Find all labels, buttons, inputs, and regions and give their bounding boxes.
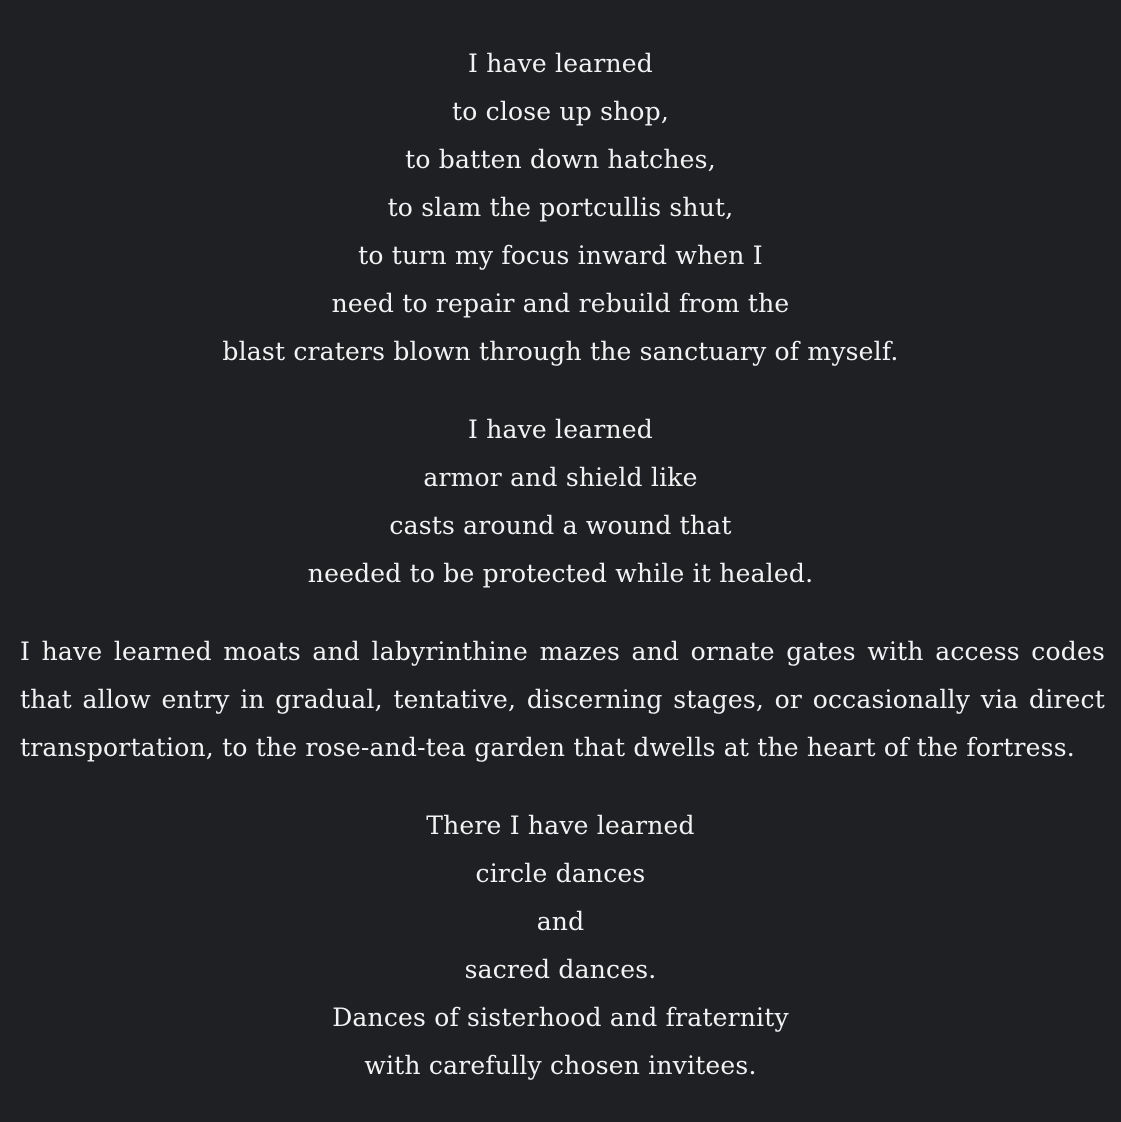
poem-line: circle dances (475, 859, 646, 888)
poem-line: armor and shield like (423, 463, 698, 492)
poem-line: need to repair and rebuild from the (331, 289, 790, 318)
poem-line: with carefully chosen invitees. (364, 1051, 757, 1080)
poem-line: I have learned (467, 49, 654, 78)
poem-line: and (536, 907, 585, 936)
poem-line: There I have learned (426, 811, 695, 840)
stanza-1 (0, 40, 1121, 376)
stanza-3 (20, 628, 1105, 772)
poem-line: blast craters blown through the sanctuary of myself. (222, 337, 899, 366)
poem-line: to turn my focus inward when I (358, 241, 763, 270)
poem-line: transportation, to the rose-and-tea garden that dwells at the heart of the fortress. (20, 733, 1075, 762)
poem-line: sacred dances. (464, 955, 657, 984)
poem-line: casts around a wound that (389, 511, 732, 540)
stanza-4 (0, 802, 1121, 1090)
poem-line: to batten down hatches, (405, 145, 716, 174)
poem-line: to close up shop, (451, 97, 670, 126)
poem-line: I have learned moats and labyrinthine mazes and ornate gates with access codes (20, 637, 1105, 666)
stanza-2 (0, 406, 1121, 598)
poem-line: that allow entry in gradual, tentative, discerning stages, or occasionally via direct (20, 685, 1105, 714)
poem-line: needed to be protected while it healed. (307, 559, 814, 588)
poem-line: I have learned (467, 415, 654, 444)
poem-line: to slam the portcullis shut, (387, 193, 734, 222)
poem-line: Dances of sisterhood and fraternity (332, 1003, 789, 1032)
